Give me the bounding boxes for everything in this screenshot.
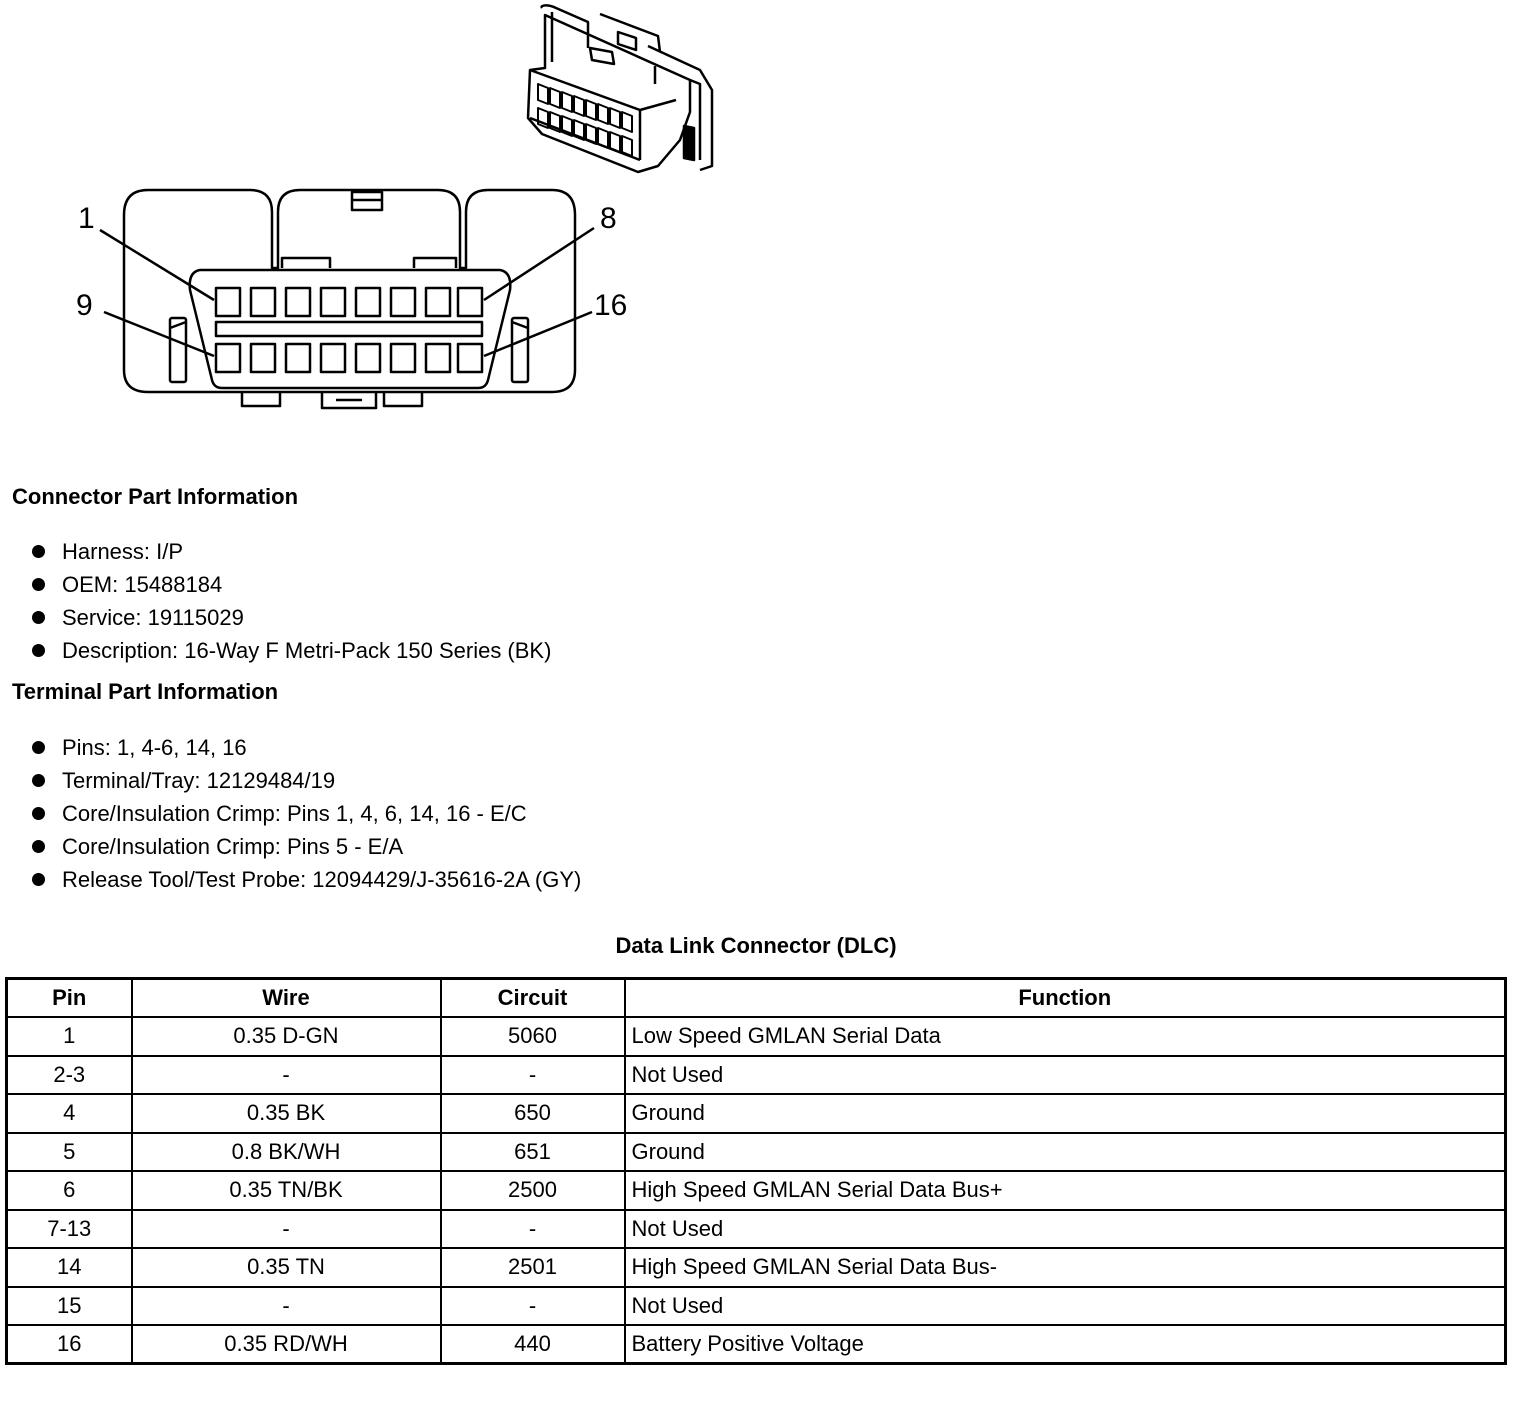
cell-pin: 15 — [7, 1287, 132, 1326]
list-item: Service: 19115029 — [30, 601, 551, 634]
table-title: Data Link Connector (DLC) — [615, 933, 897, 958]
connector-part-heading: Connector Part Information — [12, 484, 299, 509]
cell-wire: - — [132, 1287, 441, 1326]
bullet-icon — [32, 873, 45, 886]
bullet-icon — [32, 774, 45, 787]
list-item: OEM: 15488184 — [30, 568, 551, 601]
table-row — [7, 1094, 1506, 1133]
cell-wire: 0.8 BK/WH — [132, 1133, 441, 1172]
cell-circuit: 440 — [441, 1325, 625, 1364]
cell-wire: 0.35 TN — [132, 1248, 441, 1287]
cell-pin: 5 — [7, 1133, 132, 1172]
table-row — [7, 1248, 1506, 1287]
cell-function: Ground — [625, 1094, 1506, 1133]
connector-diagram — [0, 0, 760, 420]
cell-pin: 6 — [7, 1171, 132, 1210]
cell-wire: - — [132, 1056, 441, 1095]
column-header-circuit: Circuit — [441, 979, 625, 1018]
cell-circuit: - — [441, 1056, 625, 1095]
table-row — [7, 1056, 1506, 1095]
list-item: Description: 16-Way F Metri-Pack 150 Series (BK) — [30, 634, 551, 667]
cell-pin: 1 — [7, 1017, 132, 1056]
column-header-wire: Wire — [132, 979, 441, 1018]
cell-function: Battery Positive Voltage — [625, 1325, 1506, 1364]
table-row — [7, 1171, 1506, 1210]
table-row — [7, 1287, 1506, 1326]
list-item: Release Tool/Test Probe: 12094429/J-35616-2A (GY) — [30, 863, 581, 896]
list-item: Core/Insulation Crimp: Pins 5 - E/A — [30, 830, 581, 863]
cell-pin: 4 — [7, 1094, 132, 1133]
cell-pin: 7-13 — [7, 1210, 132, 1249]
pin-label-8: 8 — [600, 202, 617, 235]
column-header-pin: Pin — [7, 979, 132, 1018]
table-row — [7, 1133, 1506, 1172]
column-header-function: Function — [625, 979, 1506, 1018]
terminal-part-heading: Terminal Part Information — [12, 679, 279, 704]
cell-wire: 0.35 RD/WH — [132, 1325, 441, 1364]
cell-wire: - — [132, 1210, 441, 1249]
pin-label-16: 16 — [594, 289, 628, 322]
cell-circuit: - — [441, 1287, 625, 1326]
pin-label-9: 9 — [76, 289, 93, 322]
table-header-row — [7, 979, 1506, 1018]
cell-function: Low Speed GMLAN Serial Data — [625, 1017, 1506, 1056]
cell-wire: 0.35 TN/BK — [132, 1171, 441, 1210]
cell-pin: 16 — [7, 1325, 132, 1364]
table-row — [7, 1325, 1506, 1364]
list-item: Core/Insulation Crimp: Pins 1, 4, 6, 14, 16 - E/C — [30, 797, 581, 830]
cell-wire: 0.35 D-GN — [132, 1017, 441, 1056]
leader-line-1 — [100, 230, 214, 300]
cell-circuit: 651 — [441, 1133, 625, 1172]
cell-wire: 0.35 BK — [132, 1094, 441, 1133]
cell-circuit: 2500 — [441, 1171, 625, 1210]
list-item: Terminal/Tray: 12129484/19 — [30, 764, 581, 797]
dlc-pinout-table — [5, 977, 1507, 1365]
connector-isometric-view — [528, 5, 712, 172]
pin-label-1: 1 — [78, 202, 95, 235]
bullet-icon — [32, 611, 45, 624]
list-item: Pins: 1, 4-6, 14, 16 — [30, 731, 581, 764]
cell-function: High Speed GMLAN Serial Data Bus+ — [625, 1171, 1506, 1210]
cell-function: Not Used — [625, 1287, 1506, 1326]
leader-line-8 — [484, 228, 594, 300]
bullet-icon — [32, 644, 45, 657]
list-item: Harness: I/P — [30, 535, 551, 568]
cell-function: Ground — [625, 1133, 1506, 1172]
bullet-icon — [32, 545, 45, 558]
connector-front-view — [100, 190, 594, 408]
cell-function: High Speed GMLAN Serial Data Bus- — [625, 1248, 1506, 1287]
cell-function: Not Used — [625, 1056, 1506, 1095]
cell-circuit: 650 — [441, 1094, 625, 1133]
pin-divider-bar — [216, 322, 482, 336]
cell-circuit: - — [441, 1210, 625, 1249]
table-row — [7, 1017, 1506, 1056]
bullet-icon — [32, 807, 45, 820]
cell-circuit: 2501 — [441, 1248, 625, 1287]
bullet-icon — [32, 840, 45, 853]
connector-part-list — [30, 535, 551, 667]
bullet-icon — [32, 741, 45, 754]
cell-circuit: 5060 — [441, 1017, 625, 1056]
terminal-part-list — [30, 731, 581, 896]
cell-function: Not Used — [625, 1210, 1506, 1249]
table-row — [7, 1210, 1506, 1249]
cell-pin: 14 — [7, 1248, 132, 1287]
cell-pin: 2-3 — [7, 1056, 132, 1095]
bullet-icon — [32, 578, 45, 591]
